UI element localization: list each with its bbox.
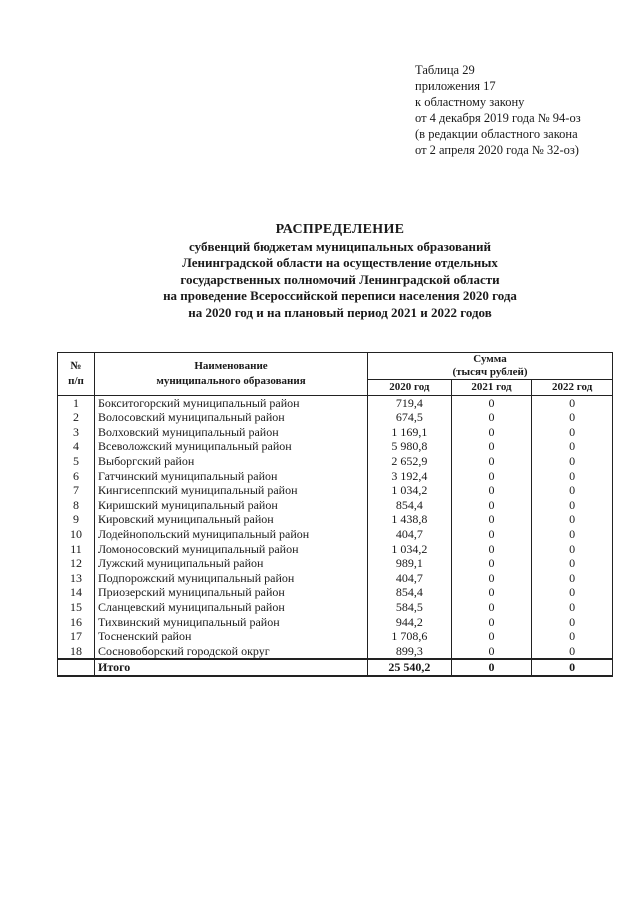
table-row — [58, 512, 613, 527]
header-year-2022: 2022 год — [532, 380, 613, 396]
document-header — [415, 62, 581, 158]
row-value-2021: 0 — [451, 644, 532, 660]
row-value-2022: 0 — [532, 469, 613, 484]
table-row — [58, 556, 613, 571]
table-row — [58, 615, 613, 630]
row-value-2022: 0 — [532, 498, 613, 513]
row-value-2022: 0 — [532, 615, 613, 630]
row-value-2022: 0 — [532, 556, 613, 571]
distribution-table — [57, 352, 613, 677]
row-value-2021: 0 — [451, 615, 532, 630]
title-line: на 2020 год и на плановый период 2021 и 2022 годов — [188, 304, 492, 320]
row-value-2020: 1 034,2 — [368, 542, 452, 557]
row-value-2021: 0 — [451, 585, 532, 600]
title-line: государственных полномочий Ленинградской области — [180, 271, 500, 287]
row-name: Волховский муниципальный район — [95, 425, 368, 440]
row-num: 2 — [58, 410, 95, 425]
row-num: 15 — [58, 600, 95, 615]
row-name: Тихвинский муниципальный район — [95, 615, 368, 630]
row-num: 1 — [58, 395, 95, 410]
header-year-2020: 2020 год — [368, 380, 452, 396]
table-row — [58, 527, 613, 542]
row-value-2021: 0 — [451, 629, 532, 644]
row-value-2022: 0 — [532, 483, 613, 498]
table-row — [58, 395, 613, 410]
title-line: субвенций бюджетам муниципальных образований — [189, 238, 491, 254]
row-value-2020: 854,4 — [368, 498, 452, 513]
row-value-2020: 404,7 — [368, 571, 452, 586]
header-line: Таблица 29 — [415, 63, 475, 77]
row-value-2020: 944,2 — [368, 615, 452, 630]
row-name: Киришский муниципальный район — [95, 498, 368, 513]
row-num: 9 — [58, 512, 95, 527]
row-value-2021: 0 — [451, 498, 532, 513]
table-row — [58, 571, 613, 586]
row-value-2022: 0 — [532, 629, 613, 644]
row-num: 3 — [58, 425, 95, 440]
row-value-2020: 1 169,1 — [368, 425, 452, 440]
row-name: Лужский муниципальный район — [95, 556, 368, 571]
row-value-2022: 0 — [532, 585, 613, 600]
row-name: Приозерский муниципальный район — [95, 585, 368, 600]
table-body — [58, 395, 613, 659]
row-value-2021: 0 — [451, 527, 532, 542]
table-row — [58, 469, 613, 484]
row-num: 10 — [58, 527, 95, 542]
row-name: Ломоносовский муниципальный район — [95, 542, 368, 557]
row-value-2021: 0 — [451, 542, 532, 557]
row-value-2020: 1 708,6 — [368, 629, 452, 644]
table-row — [58, 644, 613, 660]
row-num: 14 — [58, 585, 95, 600]
row-value-2022: 0 — [532, 571, 613, 586]
row-value-2020: 719,4 — [368, 395, 452, 410]
total-num-cell — [58, 659, 95, 676]
total-2021: 0 — [451, 659, 532, 676]
row-value-2021: 0 — [451, 571, 532, 586]
row-value-2022: 0 — [532, 542, 613, 557]
row-value-2021: 0 — [451, 469, 532, 484]
row-value-2021: 0 — [451, 512, 532, 527]
row-value-2022: 0 — [532, 395, 613, 410]
row-value-2022: 0 — [532, 644, 613, 660]
row-num: 7 — [58, 483, 95, 498]
table-row — [58, 410, 613, 425]
row-value-2021: 0 — [451, 600, 532, 615]
row-name: Тосненский район — [95, 629, 368, 644]
row-num: 5 — [58, 454, 95, 469]
row-value-2020: 584,5 — [368, 600, 452, 615]
row-name: Гатчинский муниципальный район — [95, 469, 368, 484]
row-value-2022: 0 — [532, 425, 613, 440]
row-value-2020: 989,1 — [368, 556, 452, 571]
table-row — [58, 542, 613, 557]
row-value-2020: 3 192,4 — [368, 469, 452, 484]
row-value-2021: 0 — [451, 483, 532, 498]
table-row — [58, 483, 613, 498]
header-name: Наименование муниципального образования — [95, 353, 368, 396]
row-name: Сосновоборский городской округ — [95, 644, 368, 660]
row-value-2021: 0 — [451, 410, 532, 425]
row-value-2022: 0 — [532, 410, 613, 425]
row-name: Выборгский район — [95, 454, 368, 469]
row-name: Лодейнопольский муниципальный район — [95, 527, 368, 542]
row-value-2022: 0 — [532, 439, 613, 454]
header-year-2021: 2021 год — [451, 380, 532, 396]
header-line: от 4 декабря 2019 года № 94-оз — [415, 111, 581, 125]
table-row — [58, 585, 613, 600]
total-2022: 0 — [532, 659, 613, 676]
row-num: 8 — [58, 498, 95, 513]
row-value-2020: 899,3 — [368, 644, 452, 660]
row-name: Кингисеппский муниципальный район — [95, 483, 368, 498]
table-row — [58, 439, 613, 454]
row-name: Подпорожский муниципальный район — [95, 571, 368, 586]
table-row — [58, 600, 613, 615]
row-value-2021: 0 — [451, 395, 532, 410]
row-value-2020: 1 034,2 — [368, 483, 452, 498]
header-line: приложения 17 — [415, 79, 496, 93]
row-value-2021: 0 — [451, 439, 532, 454]
row-value-2022: 0 — [532, 512, 613, 527]
row-name: Кировский муниципальный район — [95, 512, 368, 527]
header-line: (в редакции областного закона — [415, 127, 578, 141]
total-label: Итого — [95, 659, 368, 676]
row-value-2021: 0 — [451, 425, 532, 440]
title-line: на проведение Всероссийской переписи населения 2020 года — [163, 288, 517, 303]
row-num: 4 — [58, 439, 95, 454]
row-num: 6 — [58, 469, 95, 484]
row-value-2020: 674,5 — [368, 410, 452, 425]
row-num: 12 — [58, 556, 95, 571]
row-num: 18 — [58, 644, 95, 660]
table-row — [58, 454, 613, 469]
row-value-2022: 0 — [532, 600, 613, 615]
header-line: от 2 апреля 2020 года № 32-оз) — [415, 143, 579, 157]
row-value-2022: 0 — [532, 454, 613, 469]
row-value-2021: 0 — [451, 454, 532, 469]
row-value-2020: 404,7 — [368, 527, 452, 542]
title-main: РАСПРЕДЕЛЕНИЕ — [275, 222, 405, 237]
row-value-2020: 2 652,9 — [368, 454, 452, 469]
row-num: 11 — [58, 542, 95, 557]
row-value-2020: 5 980,8 — [368, 439, 452, 454]
row-num: 17 — [58, 629, 95, 644]
row-num: 16 — [58, 615, 95, 630]
header-line: к областному закону — [415, 95, 525, 109]
header-num: № п/п — [58, 353, 95, 396]
row-name: Бокситогорский муниципальный район — [95, 395, 368, 410]
table-row — [58, 629, 613, 644]
row-name: Всеволожский муниципальный район — [95, 439, 368, 454]
row-value-2020: 854,4 — [368, 585, 452, 600]
row-value-2020: 1 438,8 — [368, 512, 452, 527]
table-total-row — [58, 659, 613, 676]
table-row — [58, 498, 613, 513]
table-row — [58, 425, 613, 440]
row-name: Волосовский муниципальный район — [95, 410, 368, 425]
row-value-2022: 0 — [532, 527, 613, 542]
row-value-2021: 0 — [451, 556, 532, 571]
row-name: Сланцевский муниципальный район — [95, 600, 368, 615]
document-title — [40, 222, 640, 321]
row-num: 13 — [58, 571, 95, 586]
total-2020: 25 540,2 — [368, 659, 452, 676]
header-sum: Сумма (тысяч рублей) — [368, 353, 613, 380]
title-line: Ленинградской области на осуществление отдельных — [182, 255, 498, 270]
